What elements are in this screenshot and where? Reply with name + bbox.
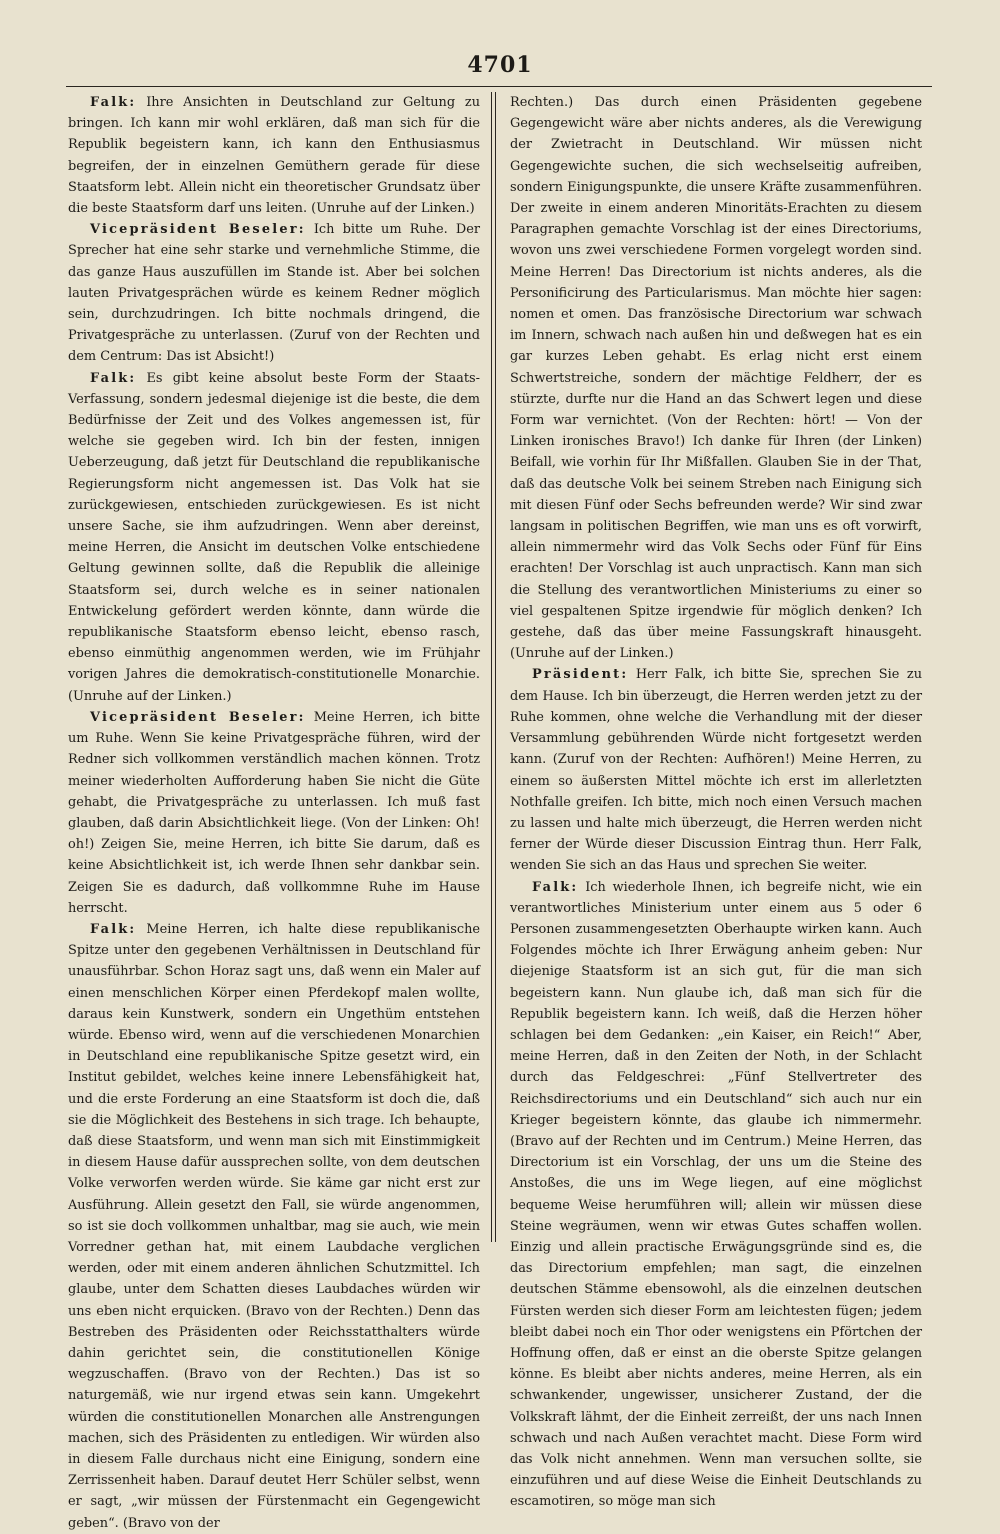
paragraph <box>510 92 922 664</box>
left-column <box>68 92 480 1534</box>
speaker-name: Falk: <box>532 879 579 895</box>
speaker-name: Falk: <box>90 370 137 386</box>
page-number: 4701 <box>467 52 533 78</box>
paragraph <box>68 92 480 219</box>
speaker-name: Präsident: <box>532 667 629 683</box>
paragraph-text: Es gibt keine absolut beste Form der Staats-Verfassung, sondern jedesmal diejenige ist die beste, die dem Bedürfnisse der Zeit und des Volkes angemessen ist, für welche sie gegeben wird. Ich bin der festen, innigen Ueberzeugung, daß jetzt für Deutschland die republikanische Regierungsform nicht angemessen ist. Das Volk hat sie zurückgewiesen, entschieden zurückgewiesen. Es ist nicht unsere Sache, sie ihm aufzudringen. Wenn aber dereinst, meine Herren, die Ansicht im deutschen Volke entschiedene Geltung gewinnen sollte, daß die Republik die alleinige Staatsform sei, durch welche es in seiner nationalen Entwickelung gefördert werden könnte, dann würde die republikanische Staatsform ebenso leicht, ebenso rasch, ebenso einmüthig angenommen werden, wie im Frühjahr vorigen Jahres die demokratisch-constitutionelle Monarchie. (Unruhe auf der Linken.) <box>68 370 480 704</box>
paragraph-text: Meine Herren, ich halte diese republikanische Spitze unter den gegebenen Verhältnissen in Deutschland für unausführbar. Schon Horaz sagt uns, daß wenn ein Maler auf einen menschlichen Körper einen Pferdekopf malen wollte, daraus kein Kunstwerk, sondern ein Ungethüm entstehen würde. Ebenso wird, wenn auf die verschiedenen Monarchien in Deutschland eine republikanische Spitze gesetzt wird, ein Institut gebildet, welches keine innere Lebensfähigkeit hat, und die erste Forderung an eine Staatsform ist doch die, daß sie die Möglichkeit des Bestehens in sich trage. Ich behaupte, daß diese Staatsform, und wenn man sich mit Einstimmigkeit in diesem Hause dafür aussprechen sollte, von dem deutschen Volke verworfen werden würde. Sie käme gar nicht erst zur Ausführung. Allein gesetzt den Fall, sie würde angenommen, so ist sie doch vollkommen unhaltbar, mag sie auch, wie mein Vorredner gethan hat, mit einem Laubdache verglichen werden, oder mit einem anderen ähnlichen Schutzmittel. Ich glaube, unter dem Schatten dieses Laubdaches würden wir uns eben nicht erquicken. (Bravo von der Rechten.) Denn das Bestreben des Präsidenten oder Reichsstatthalters würde dahin gerichtet sein, die constitutionellen Könige wegzuschaffen. (Bravo von der Rechten.) Das ist so naturgemäß, wie nur irgend etwas sein kann. Umgekehrt würden die constitutionellen Monarchen alle Anstrengungen machen, sich des Präsidenten zu entledigen. Wir würden also in diesem Falle durchaus nicht eine Einigung, sondern eine Zerrissenheit haben. Darauf deutet Herr Schüler selbst, wenn er sagt, „wir müssen der Fürstenmacht ein Gegengewicht geben“. (Bravo von der <box>68 921 480 1531</box>
paragraph <box>68 219 480 367</box>
paragraph <box>510 664 922 876</box>
paragraph <box>68 707 480 919</box>
paragraph-text: Ich bitte um Ruhe. Der Sprecher hat eine sehr starke und vernehmliche Stimme, die das ganze Haus auszufüllen im Stande ist. Aber bei solchen lauten Privatgesprächen würde es keinem Redner möglich sein, durchzudringen. Ich bitte nochmals dringend, die Privatgespräche zu unterlassen. (Zuruf von der Rechten und dem Centrum: Das ist Absicht!) <box>68 222 480 365</box>
paragraph-text: Meine Herren, ich bitte um Ruhe. Wenn Sie keine Privatgespräche führen, wird der Redner sich vollkommen verständlich machen können. Trotz meiner wiederholten Aufforderung haben Sie nicht die Güte gehabt, die Privatgespräche zu unterlassen. Ich muß fast glauben, daß darin Absichtlichkeit liege. (Von der Linken: Oh! oh!) Zeigen Sie, meine Herren, ich bitte Sie darum, daß es keine Absichtlichkeit ist, ich werde Ihnen sehr dankbar sein. Zeigen Sie es dadurch, daß vollkommne Ruhe im Hause herrscht. <box>68 709 480 916</box>
speaker-name: Falk: <box>90 921 137 937</box>
right-column <box>510 92 922 1513</box>
paragraph-text: Herr Falk, ich bitte Sie, sprechen Sie zu dem Hause. Ich bin überzeugt, die Herren werden jetzt zu der Ruhe kommen, ohne welche die Verhandlung mit der dieser Versammlung gebührenden Würde nicht fortgesetzt werden kann. (Zuruf von der Rechten: Aufhören!) Meine Herren, zu einem so äußersten Mittel möchte ich erst im allerletzten Nothfalle greifen. Ich bitte, mich noch einen Versuch machen zu lassen und halte mich überzeugt, die Herren werden nicht ferner der Würde dieser Discussion Eintrag thun. Herr Falk, wenden Sie sich an das Haus und sprechen Sie weiter. <box>510 667 922 874</box>
paragraph-text: Ich wiederhole Ihnen, ich begreife nicht, wie ein verantwortliches Ministerium unter einem aus 5 oder 6 Personen zusammengesetzten Oberhaupte wirken kann. Auch Folgendes möchte ich Ihrer Erwägung anheim geben: Nur diejenige Staatsform ist an sich gut, für die man sich begeistern kann. Nun glaube ich, daß man sich für die Republik begeistern kann. Ich weiß, daß die Herzen höher schlagen bei dem Gedanken: „ein Kaiser, ein Reich!“ Aber, meine Herren, daß in den Zeiten der Noth, in der Schlacht durch das Feldgeschrei: „Fünf Stellvertreter des Reichsdirectoriums und ein Deutschland“ sich auch nur ein Krieger begeistern könnte, das glaube ich nimmermehr. (Bravo auf der Rechten und im Centrum.) Meine Herren, das Directorium ist ein Vorschlag, der uns um die Steine des Anstoßes, die uns im Wege liegen, auf eine möglichst bequeme Weise herumführen will; allein wir müssen diese Steine wegräumen, wenn wir etwas Gutes schaffen wollen. Einzig und allein practische Erwägungsgründe sind es, die das Directorium empfehlen; man sagt, die einzelnen deutschen Stämme ebensowohl, als die einzelnen deutschen Fürsten werden sich dieser Form am leichtesten fügen; jedem bleibt dabei noch ein Thor oder wenigstens ein Pförtchen der Hoffnung offen, daß er einst an die oberste Spitze gelangen könne. Es bleibt aber nichts anderes, meine Herren, als ein schwankender, ungewisser, unsicherer Zustand, der die Volkskraft lähmt, der die Einheit zerreißt, der uns nach Innen schwach und nach Außen verachtet macht. Diese Form wird das Volk nicht annehmen. Wenn man versuchen sollte, sie einzuführen und auf diese Weise die Einheit Deutschlands zu escamotiren, so möge man sich <box>510 879 922 1510</box>
speaker-name: Vicepräsident Beseler: <box>90 709 306 725</box>
paragraph-text: Rechten.) Das durch einen Präsidenten gegebene Gegengewicht wäre aber nichts anderes, als die Verewigung der Zwietracht in Deutschland. Wir müssen nicht Gegengewichte suchen, die sich wechselseitig aufreiben, sondern Einigungspunkte, die unsere Kräfte zusammenführen. Der zweite in einem anderen Minoritäts-Erachten zu diesem Paragraphen gemachte Vorschlag ist der eines Directoriums, wovon uns zwei verschiedene Formen vorgelegt worden sind. Meine Herren! Das Directorium ist nichts anderes, als die Personificirung des Particularismus. Man möchte hier sagen: nomen et omen. Das französische Directorium war schwach im Innern, schwach nach außen hin und deßwegen hat es ein gar kurzes Leben gehabt. Es erlag nicht erst einem Schwertstreiche, sondern der mächtige Feldherr, der es stürzte, durfte nur die Hand an das Schwert legen und diese Form war vernichtet. (Von der Rechten: hört! — Von der Linken ironisches Bravo!) Ich danke für Ihren (der Linken) Beifall, wie vorhin für Ihr Mißfallen. Glauben Sie in der That, daß das deutsche Volk bei seinem Streben nach Einigung sich mit diesen Fünf oder Sechs befreunden werde? Wir sind zwar langsam in politischen Begriffen, wie man uns es oft vorwirft, allein nimmermehr wird das Volk Sechs oder Fünf für Eins erachten! Der Vorschlag ist auch unpractisch. Kann man sich die Stellung des verantwortlichen Ministeriums zu einer so viel gespaltenen Spitze irgendwie für möglich denken? Ich gestehe, daß das über meine Fassungskraft hinausgeht. (Unruhe auf der Linken.) <box>510 95 922 662</box>
speaker-name: Vicepräsident Beseler: <box>90 222 306 238</box>
speaker-name: Falk: <box>90 95 137 110</box>
paragraph <box>68 919 480 1534</box>
header-rule <box>66 86 932 87</box>
paragraph-text: Ihre Ansichten in Deutschland zur Geltung zu bringen. Ich kann mir wohl erklären, daß man sich für die Republik begeistern kann, ich kann den Enthusiasmus begreifen, der in einzelnen Gemüthern gerade für diese Staatsform lebt. Allein nicht ein theoretischer Grundsatz über die beste Staatsform darf uns leiten. (Unruhe auf der Linken.) <box>68 95 480 217</box>
paragraph <box>68 368 480 707</box>
paragraph <box>510 877 922 1513</box>
column-divider <box>491 92 496 1242</box>
